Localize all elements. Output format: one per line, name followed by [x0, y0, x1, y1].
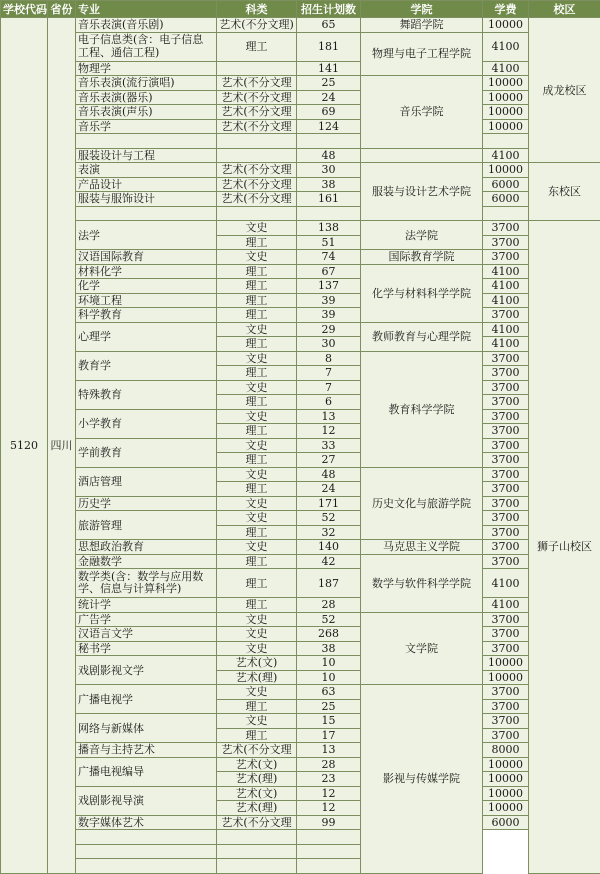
tuition-cell: 10000 — [483, 76, 529, 91]
header-tuition: 学费 — [483, 1, 529, 18]
category-cell: 文史 — [217, 322, 297, 337]
tuition-cell: 3700 — [483, 699, 529, 714]
major-cell: 音乐表演(流行演唱) — [76, 76, 217, 91]
tuition-cell: 4100 — [483, 61, 529, 76]
plan-count-cell: 32 — [297, 525, 361, 540]
plan-count-cell: 67 — [297, 264, 361, 279]
plan-count-cell: 30 — [297, 337, 361, 352]
major-cell: 学前教育 — [76, 438, 217, 467]
tuition-cell: 10000 — [483, 670, 529, 685]
plan-count-cell: 10 — [297, 656, 361, 671]
plan-count-cell: 17 — [297, 728, 361, 743]
college-cell: 数学与软件科学学院 — [361, 554, 483, 612]
plan-count-cell — [217, 844, 297, 859]
header-category: 科类 — [217, 1, 297, 18]
category-cell: 文史 — [217, 409, 297, 424]
category-cell: 理工 — [217, 728, 297, 743]
college-cell: 化学与材料科学学院 — [361, 264, 483, 322]
tuition-cell: 3700 — [483, 728, 529, 743]
plan-count-cell: 25 — [297, 76, 361, 91]
plan-count-cell: 8 — [297, 351, 361, 366]
category-cell: 理工 — [217, 395, 297, 410]
tuition-cell: 3700 — [483, 380, 529, 395]
plan-count-cell: 74 — [297, 250, 361, 265]
table-row — [1, 308, 600, 323]
plan-count-cell: 69 — [297, 105, 361, 120]
table-row — [1, 105, 600, 120]
category-cell: 理工 — [217, 279, 297, 294]
table-row — [1, 250, 600, 265]
category-cell: 艺术(不分文理 — [217, 90, 297, 105]
tuition-cell: 10000 — [483, 119, 529, 134]
tuition-cell: 10000 — [483, 90, 529, 105]
plan-count-cell: 99 — [297, 815, 361, 830]
category-cell: 艺术(理) — [217, 772, 297, 787]
table-row — [1, 743, 600, 758]
category-cell: 文史 — [217, 511, 297, 526]
college-cell: 马克思主义学院 — [361, 540, 483, 555]
table-row — [1, 554, 600, 569]
plan-count-cell: 48 — [297, 467, 361, 482]
tuition-cell: 10000 — [483, 801, 529, 816]
tuition-cell: 4100 — [483, 32, 529, 61]
category-cell: 文史 — [217, 221, 297, 236]
college-cell: 教师教育与心理学院 — [361, 322, 483, 351]
tuition-cell: 3700 — [483, 438, 529, 453]
campus-cell: 成龙校区 — [529, 18, 600, 163]
tuition-cell: 4100 — [483, 337, 529, 352]
header-province: 省份 — [48, 1, 76, 18]
major-cell: 科学教育 — [76, 308, 217, 323]
major-cell: 酒店管理 — [76, 467, 217, 496]
plan-count-cell: 33 — [297, 438, 361, 453]
category-cell: 文史 — [217, 438, 297, 453]
category-cell: 理工 — [217, 482, 297, 497]
tuition-cell: 3700 — [483, 308, 529, 323]
major-cell — [76, 134, 217, 149]
tuition-cell: 10000 — [483, 772, 529, 787]
category-cell: 艺术(文) — [217, 757, 297, 772]
tuition-cell: 3700 — [483, 525, 529, 540]
major-cell: 汉语言文学 — [76, 627, 217, 642]
table-row — [1, 18, 600, 33]
table-row — [1, 598, 600, 613]
category-cell: 文史 — [217, 496, 297, 511]
plan-count-cell: 24 — [297, 482, 361, 497]
college-cell: 历史文化与旅游学院 — [361, 467, 483, 540]
category-cell: 艺术(理) — [217, 670, 297, 685]
category-cell: 理工 — [217, 453, 297, 468]
tuition-cell: 3700 — [483, 424, 529, 439]
category-cell: 文史 — [217, 351, 297, 366]
major-cell: 广播电视学 — [76, 685, 217, 714]
category-cell — [217, 134, 297, 149]
category-cell: 艺术(不分文理 — [217, 163, 297, 178]
plan-count-cell: 25 — [297, 699, 361, 714]
plan-count-cell: 268 — [297, 627, 361, 642]
plan-count-cell — [297, 134, 361, 149]
major-cell: 音乐表演(器乐) — [76, 90, 217, 105]
table-row — [1, 714, 600, 729]
category-cell: 理工 — [217, 337, 297, 352]
plan-count-cell: 137 — [297, 279, 361, 294]
major-cell: 思想政治教育 — [76, 540, 217, 555]
major-cell: 法学 — [76, 221, 217, 250]
plan-count-cell: 12 — [297, 424, 361, 439]
major-cell: 材料化学 — [76, 264, 217, 279]
table-row — [1, 656, 600, 671]
plan-count-cell — [217, 830, 297, 845]
table-row — [1, 859, 600, 874]
category-cell: 理工 — [217, 569, 297, 598]
plan-count-cell: 15 — [297, 714, 361, 729]
tuition-cell: 10000 — [483, 163, 529, 178]
category-cell: 文史 — [217, 540, 297, 555]
major-cell: 数字媒体艺术 — [76, 815, 217, 830]
header-campus: 校区 — [529, 1, 600, 18]
table-row — [1, 32, 600, 61]
tuition-cell: 3700 — [483, 351, 529, 366]
plan-count-cell: 39 — [297, 293, 361, 308]
tuition-cell: 3700 — [483, 235, 529, 250]
major-cell: 特殊教育 — [76, 380, 217, 409]
category-cell: 艺术(不分文理 — [217, 177, 297, 192]
tuition-cell: 10000 — [483, 757, 529, 772]
tuition-cell: 6000 — [483, 815, 529, 830]
province-cell: 四川 — [48, 18, 76, 874]
tuition-cell: 4100 — [483, 598, 529, 613]
table-row — [1, 467, 600, 482]
category-cell — [76, 830, 217, 845]
tuition-cell: 3700 — [483, 409, 529, 424]
table-row — [1, 177, 600, 192]
major-cell: 统计学 — [76, 598, 217, 613]
major-cell — [76, 206, 217, 221]
plan-count-cell: 48 — [297, 148, 361, 163]
major-cell: 小学教育 — [76, 409, 217, 438]
tuition-cell: 4100 — [483, 293, 529, 308]
major-cell: 产品设计 — [76, 177, 217, 192]
table-row — [1, 134, 600, 149]
plan-count-cell: 38 — [297, 641, 361, 656]
table-row — [1, 76, 600, 91]
table-row — [1, 569, 600, 598]
college-cell: 音乐学院 — [361, 76, 483, 149]
header-row — [1, 1, 600, 18]
tuition-cell: 4100 — [483, 148, 529, 163]
major-cell: 音乐学 — [76, 119, 217, 134]
tuition-cell: 3700 — [483, 714, 529, 729]
major-cell: 物理学 — [76, 61, 217, 76]
college-cell: 文学院 — [361, 612, 483, 685]
table-row — [1, 264, 600, 279]
table-row — [1, 148, 600, 163]
plan-count-cell: 42 — [297, 554, 361, 569]
category-cell — [217, 206, 297, 221]
plan-count-cell: 140 — [297, 540, 361, 555]
category-cell: 理工 — [217, 554, 297, 569]
major-cell: 广播电视编导 — [76, 757, 217, 786]
table-row — [1, 163, 600, 178]
major-cell: 播音与主持艺术 — [76, 743, 217, 758]
plan-count-cell: 181 — [297, 32, 361, 61]
category-cell: 理工 — [217, 525, 297, 540]
tuition-cell — [483, 134, 529, 149]
major-cell: 服装设计与工程 — [76, 148, 217, 163]
category-cell — [217, 61, 297, 76]
major-cell: 戏剧影视导演 — [76, 786, 217, 815]
major-cell: 音乐表演(音乐剧) — [76, 18, 217, 33]
major-cell: 教育学 — [76, 351, 217, 380]
major-cell: 广告学 — [76, 612, 217, 627]
major-cell: 音乐表演(声乐) — [76, 105, 217, 120]
table-row — [1, 409, 600, 424]
plan-count-cell: 27 — [297, 453, 361, 468]
header-major: 专业 — [76, 1, 217, 18]
tuition-cell: 3700 — [483, 221, 529, 236]
major-cell: 服装与服饰设计 — [76, 192, 217, 207]
table-row — [1, 511, 600, 526]
header-college: 学院 — [361, 1, 483, 18]
plan-count-cell: 52 — [297, 511, 361, 526]
tuition-cell: 3700 — [483, 627, 529, 642]
tuition-cell — [297, 830, 361, 845]
tuition-cell: 4100 — [483, 264, 529, 279]
category-cell — [217, 148, 297, 163]
college-cell: 舞蹈学院 — [361, 18, 483, 33]
category-cell: 理工 — [217, 424, 297, 439]
plan-count-cell: 51 — [297, 235, 361, 250]
major-cell: 金融数学 — [76, 554, 217, 569]
college-cell — [361, 148, 483, 163]
college-cell: 教育科学学院 — [361, 351, 483, 467]
plan-count-cell: 38 — [297, 177, 361, 192]
major-cell: 表演 — [76, 163, 217, 178]
table-row — [1, 351, 600, 366]
tuition-cell — [297, 844, 361, 859]
tuition-cell: 3700 — [483, 641, 529, 656]
major-cell: 历史学 — [76, 496, 217, 511]
major-cell: 环境工程 — [76, 293, 217, 308]
major-cell: 秘书学 — [76, 641, 217, 656]
major-cell: 电子信息类(含：电子信息工程、通信工程) — [76, 32, 217, 61]
plan-count-cell: 124 — [297, 119, 361, 134]
plan-count-cell: 63 — [297, 685, 361, 700]
plan-count-cell: 6 — [297, 395, 361, 410]
plan-count-cell: 7 — [297, 380, 361, 395]
plan-count-cell: 171 — [297, 496, 361, 511]
plan-count-cell: 30 — [297, 163, 361, 178]
tuition-cell — [297, 859, 361, 874]
category-cell: 艺术(文) — [217, 656, 297, 671]
header-school-code: 学校代码 — [1, 1, 48, 18]
category-cell: 艺术(不分文理 — [217, 105, 297, 120]
category-cell: 文史 — [217, 380, 297, 395]
school-code-cell: 5120 — [1, 18, 48, 874]
table-body — [1, 18, 600, 874]
category-cell: 艺术(理) — [217, 801, 297, 816]
major-cell: 汉语国际教育 — [76, 250, 217, 265]
table-row — [1, 119, 600, 134]
tuition-cell: 3700 — [483, 467, 529, 482]
major-cell: 旅游管理 — [76, 511, 217, 540]
category-cell: 文史 — [217, 685, 297, 700]
tuition-cell: 3700 — [483, 250, 529, 265]
tuition-cell: 3700 — [483, 366, 529, 381]
table-row — [1, 206, 600, 221]
tuition-cell: 10000 — [483, 18, 529, 33]
tuition-cell: 8000 — [483, 743, 529, 758]
table-row — [1, 192, 600, 207]
tuition-cell: 3700 — [483, 395, 529, 410]
major-cell: 网络与新媒体 — [76, 714, 217, 743]
tuition-cell: 3700 — [483, 685, 529, 700]
plan-count-cell: 13 — [297, 743, 361, 758]
category-cell: 文史 — [217, 714, 297, 729]
college-cell: 物理与电子工程学院 — [361, 32, 483, 76]
major-cell: 戏剧影视文学 — [76, 656, 217, 685]
college-cell: 国际教育学院 — [361, 250, 483, 265]
plan-count-cell: 141 — [297, 61, 361, 76]
plan-count-cell — [217, 859, 297, 874]
plan-count-cell: 12 — [297, 801, 361, 816]
tuition-cell: 3700 — [483, 554, 529, 569]
table-row — [1, 830, 600, 845]
plan-count-cell: 13 — [297, 409, 361, 424]
table-row — [1, 685, 600, 700]
plan-count-cell: 12 — [297, 786, 361, 801]
major-cell: 心理学 — [76, 322, 217, 351]
table-row — [1, 322, 600, 337]
plan-count-cell: 52 — [297, 612, 361, 627]
plan-count-cell: 23 — [297, 772, 361, 787]
category-cell: 艺术(不分文理 — [217, 76, 297, 91]
category-cell: 文史 — [217, 250, 297, 265]
tuition-cell — [483, 206, 529, 221]
table-row — [1, 612, 600, 627]
category-cell: 理工 — [217, 598, 297, 613]
category-cell: 文史 — [217, 467, 297, 482]
tuition-cell: 10000 — [483, 105, 529, 120]
tuition-cell: 3700 — [483, 612, 529, 627]
table-row — [1, 279, 600, 294]
plan-count-cell: 187 — [297, 569, 361, 598]
college-cell: 影视与传媒学院 — [361, 685, 483, 874]
category-cell: 艺术(文) — [217, 786, 297, 801]
table-row — [1, 540, 600, 555]
category-cell: 艺术(不分文理 — [217, 743, 297, 758]
plan-count-cell: 24 — [297, 90, 361, 105]
plan-count-cell: 28 — [297, 598, 361, 613]
tuition-cell: 3700 — [483, 482, 529, 497]
table-row — [1, 61, 600, 76]
category-cell: 理工 — [217, 366, 297, 381]
table-row — [1, 90, 600, 105]
table-row — [1, 380, 600, 395]
major-cell: 数学类(含：数学与应用数学、信息与计算科学) — [76, 569, 217, 598]
tuition-cell: 4100 — [483, 322, 529, 337]
plan-count-cell: 138 — [297, 221, 361, 236]
category-cell: 艺术(不分文理) — [217, 18, 297, 33]
category-cell — [76, 859, 217, 874]
tuition-cell: 10000 — [483, 786, 529, 801]
college-cell: 法学院 — [361, 221, 483, 250]
plan-count-cell: 29 — [297, 322, 361, 337]
tuition-cell: 4100 — [483, 569, 529, 598]
table-row — [1, 641, 600, 656]
header-plan-count: 招生计划数 — [297, 1, 361, 18]
plan-count-cell: 65 — [297, 18, 361, 33]
table-row — [1, 786, 600, 801]
tuition-cell: 10000 — [483, 656, 529, 671]
campus-cell: 狮子山校区 — [529, 221, 600, 874]
category-cell: 艺术(不分文理 — [217, 192, 297, 207]
campus-cell: 东校区 — [529, 163, 600, 221]
category-cell — [76, 844, 217, 859]
category-cell: 艺术(不分文理 — [217, 119, 297, 134]
category-cell: 理工 — [217, 32, 297, 61]
plan-count-cell: 10 — [297, 670, 361, 685]
table-row — [1, 293, 600, 308]
table-row — [1, 757, 600, 772]
college-cell: 服装与设计艺术学院 — [361, 163, 483, 221]
category-cell: 理工 — [217, 235, 297, 250]
category-cell: 文史 — [217, 641, 297, 656]
plan-count-cell: 161 — [297, 192, 361, 207]
plan-count-cell — [297, 206, 361, 221]
category-cell: 理工 — [217, 699, 297, 714]
tuition-cell: 6000 — [483, 177, 529, 192]
tuition-cell: 6000 — [483, 192, 529, 207]
category-cell: 理工 — [217, 308, 297, 323]
category-cell: 文史 — [217, 627, 297, 642]
category-cell: 理工 — [217, 264, 297, 279]
table-row — [1, 221, 600, 236]
table-row — [1, 815, 600, 830]
category-cell: 文史 — [217, 612, 297, 627]
table-row — [1, 496, 600, 511]
tuition-cell: 3700 — [483, 540, 529, 555]
tuition-cell: 3700 — [483, 511, 529, 526]
table-row — [1, 627, 600, 642]
plan-count-cell: 39 — [297, 308, 361, 323]
tuition-cell: 3700 — [483, 496, 529, 511]
table-row — [1, 438, 600, 453]
category-cell: 理工 — [217, 293, 297, 308]
plan-count-cell: 7 — [297, 366, 361, 381]
plan-count-cell: 28 — [297, 757, 361, 772]
tuition-cell: 3700 — [483, 453, 529, 468]
table-row — [1, 844, 600, 859]
tuition-cell: 4100 — [483, 279, 529, 294]
major-cell: 化学 — [76, 279, 217, 294]
category-cell: 艺术(不分文理 — [217, 815, 297, 830]
